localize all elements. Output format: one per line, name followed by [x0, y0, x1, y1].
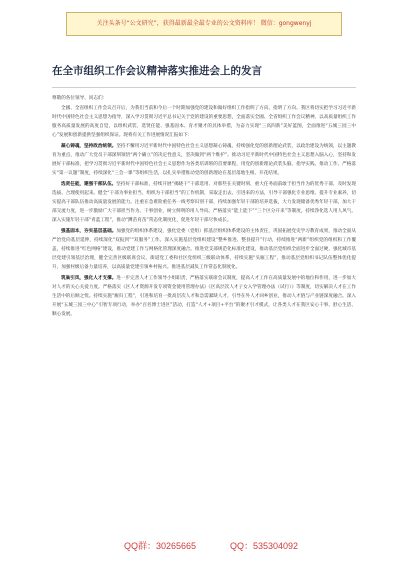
document-body: [52, 94, 356, 534]
qq-group-number: QQ群：30265665: [124, 541, 197, 551]
section-lead: 选贤任能，建强干部队伍。: [61, 182, 117, 187]
section-paragraph: [52, 142, 356, 178]
intro-paragraph: 全國、全省组织工作会议召开后，为我们当前和今后一个时期加强党的建设和做好组织工作指明了方向、指明了方向。我区将切实把学习习近平新时代中国特色社会主义思想为指导，深入学习贯彻习近平总书记关于党的建设的重要思想，全面落实全國、全省组织工作会议精神，以高质量组织工作服务高质量发展的高度自觉，以组织武装、选贤任能、强基固本、育才聚才的具体举措，为奋力实现“三高四新”美好蓝图，全面推进“五城三园三中心”发展和创新提供坚强组织保证。现将有关工作进展情况汇报如下：: [52, 106, 356, 138]
section-text: 坚持不懈用习近平新时代中国特色社会主义思想凝心铸魂，持续强化党的创新理论武装，以政治建设为统领，以主题教育为重点，推动广大党员干部深刻领悟“两个确立”的决定性意义，坚决做到“两个维护”。推动习近平新时代中国特色社会主义思想入脑入心，坚持和发展好干部标准，把学习贯彻习近平新时代中国特色社会主义思想作为各类培训班的首要课程，用党的创新理论武装头脑、指导实践、推动工作。严格落实“第一议题”制度，持续深化“三会一课”等组织生活，以扎实举措推动党的创新理论在基层落地生根、开花结果。: [52, 144, 356, 176]
promo-banner[interactable]: [66, 12, 342, 36]
section-paragraph: [52, 180, 356, 225]
section-lead: 强基固本，夯实基层基础。: [61, 229, 117, 234]
section-paragraph: [52, 274, 356, 319]
salutation: 尊敬的各位领导、同志们：: [52, 96, 108, 101]
qq-number: QQ：535304092: [230, 541, 299, 551]
document-title: 在全市组织工作会议精神落实推进会上的发言: [52, 65, 262, 77]
title-divider: [52, 87, 356, 88]
section-text: 进一步完善人才工作领导小组职责，严格落实联席会议制度，提高人才工作在高质量发展中的地位和作用，进一步加大对人才的关心关爱力度。严格落实《区人才资源开发专项资金使用管理办法》《区高层次人才子女入学管理办法（试行）》等制度，切实解决人才在工作生活中的后顾之忧。持续实施“雁归工程”，引进和培育一批高层次人才和急需紧缺人才，引导在外人才回乡创业，推动人才链与产业链深度融合。深入开展“五城三园三中心”引智专项行动，举办“百名博士进区”活动，打造“人才+项目+平台”的聚才引才模式，让各类人才在我区安心干事、舒心生活、顺心发展。: [52, 276, 356, 317]
promo-banner-text: 关注头条号“公文研究”，获得最新最全最专业的公文资料库！ 微信：gongwenyj: [96, 20, 312, 27]
section-lead: 筑巢引凤，强化人才支撑。: [61, 276, 117, 281]
section-paragraph: [52, 227, 356, 272]
footer-contact: [52, 538, 356, 554]
section-text: 坚持好干部标准，持续开展“揭晓干”干部选用、对那些在关键时刻、重大任务面前敢于担当作为的优秀干部，及时发现选拔、合理使用起来。健全“干部为事业担当、组织为干部担当”的工作机制，采取走出去、引进来的方法，引导干部强化专业思维、提升专业素养，切实提高干部队伍推动高质量发展的能力。注重在急难险重任务一线考察识别干部，持续加强年轻干部的培养选拔，大力发现储备优秀年轻干部，加大干部交流力度，进一步激励广大干部担当作为、干事创业，树立鲜明的用人导向。严格落实“能上能下”“三个区分开来”等制度，持续净化选人用人风气，深入实施年轻干部“青蓝工程”，推动“蹲苗育苗”常态化制度化，促进年轻干部尽快成长。: [52, 182, 356, 223]
section-text: 加强党的组织体系建设，强化党委（党组）抓基层组织体系建设的主体责任，巩固拓展党史学习教育成果，推动全面从严治党向基层延伸，持续深化“双报到”“双服务”工作。深入实施基层党组织建设“整乡推进、整县提升”行动，持续推进“两新”组织党的组织和工作覆盖，持续推进“红色网格”建设，推动党建工作与网格化管理深度融合。推进党支部规范化标准化建设，推动基层党组织全面进步全面过硬，强化城市基层党建引领基层治理，健全完善区级联席会议、街道党工委和社区党组织三级联动体系，持续实施“头雁工程”，推动基层党组织书记队伍整体优化提升，加强村级后备力量培养，以高质量党建引领乡村振兴。推进基层减负工作常态化制度化。: [52, 229, 356, 270]
section-lead: 凝心铸魂，坚持政治统领。: [61, 144, 117, 149]
